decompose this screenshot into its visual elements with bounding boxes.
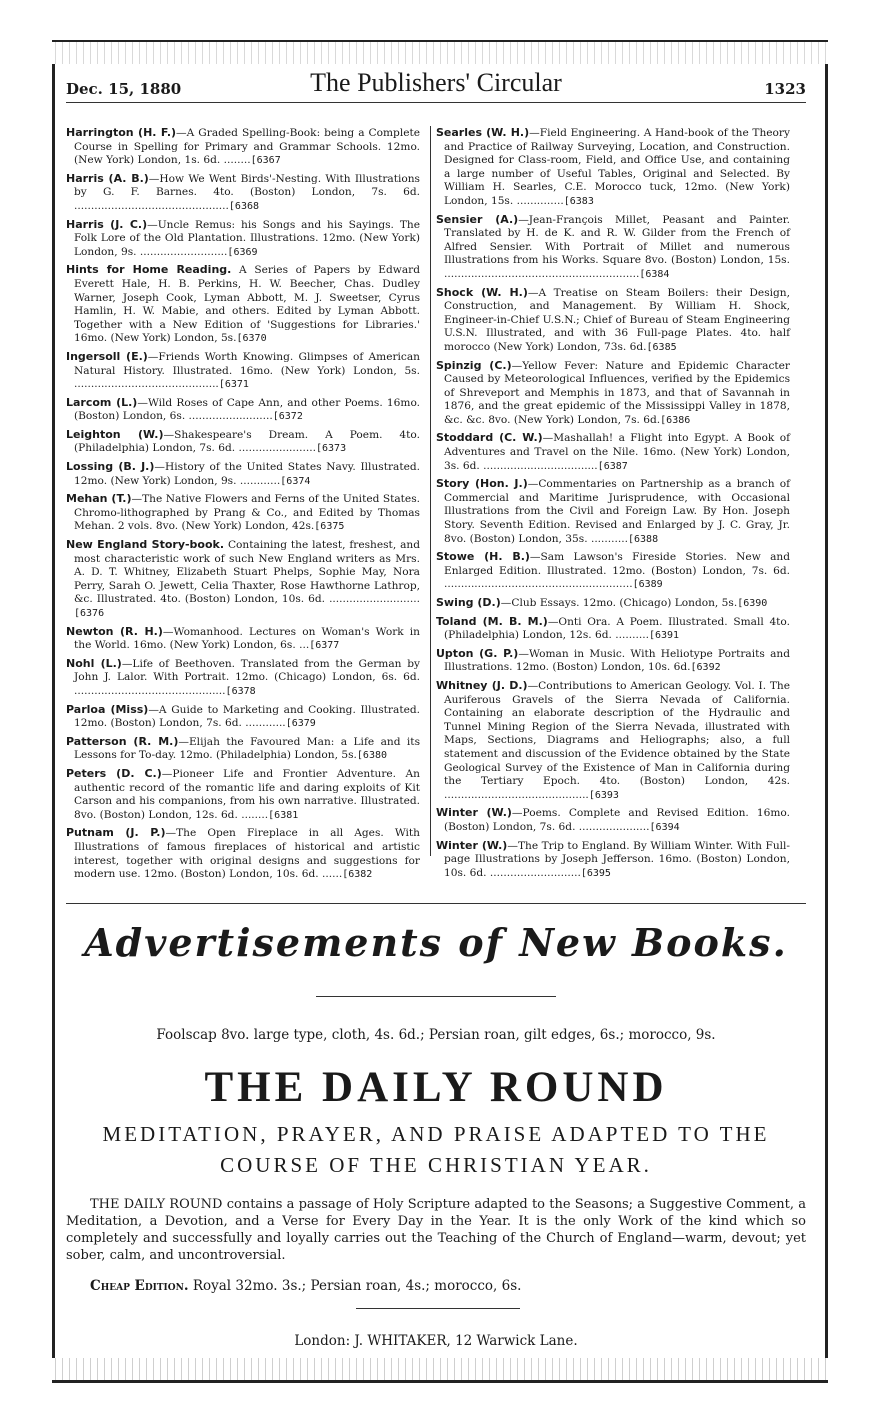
listing-author: Story (Hon. J.) xyxy=(436,477,528,491)
listing-author: Lossing (B. J.) xyxy=(66,460,155,474)
listing-entry xyxy=(436,679,790,802)
listing-author: Winter (W.) xyxy=(436,838,508,852)
listing-author: Stowe (H. B.) xyxy=(436,550,530,564)
listing-entry xyxy=(436,213,790,282)
listing-author: Searles (W. H.) xyxy=(436,126,530,139)
listing-author: Ingersoll (E.) xyxy=(66,349,148,363)
listing-entry xyxy=(436,477,790,546)
listing-author: Patterson (R. M.) xyxy=(66,734,179,748)
listing-description: —Onti Ora. A Poem. Illustrated. Small 4to. (Philadelphia) London, 12s. 6d. .......... xyxy=(444,615,790,642)
book-title: THE DAILY ROUND xyxy=(204,1064,668,1111)
listing-author: Hints for Home Reading. xyxy=(66,263,232,277)
book-subtitle-line2: COURSE OF THE CHRISTIAN YEAR. xyxy=(220,1153,652,1177)
listing-entry xyxy=(436,550,790,592)
listing-description: —Jean-François Millet, Peasant and Painter. Translated by H. de K. and R. W. Gilder from the French of Alfred Sensier. With Portrait of Millet and numerous Illustrations from his Works. Square 8vo. (Boston) London, 15s. .......................................................... xyxy=(444,213,790,280)
right-column-listings xyxy=(436,126,790,884)
listing-author: Toland (M. B. M.) xyxy=(436,614,548,628)
listing-author: Swing (D.) xyxy=(436,596,501,609)
listing-entry xyxy=(436,359,790,428)
listing-description: —The Open Fireplace in all Ages. With Illustrations of famous fireplaces of historical and artistic interest, together with original designs and suggestions for modern use. 12mo. (Boston) London, 10s. 6d. ...... xyxy=(74,827,420,881)
listing-description: —The Native Flowers and Ferns of the United States. Chromo-lithographed by Prang & Co., and Edited by Thomas Mehan. 2 vols. 8vo. (New York) London, 42s. xyxy=(74,493,421,533)
listing-number: [6383 xyxy=(563,195,594,207)
listing-number: [6387 xyxy=(597,460,628,472)
listing-entry xyxy=(66,172,420,214)
column-divider xyxy=(430,126,431,856)
listing-number: [6371 xyxy=(218,379,249,391)
listing-author: Mehan (T.) xyxy=(66,492,132,506)
listing-description: —Uncle Remus: his Songs and his Sayings. The Folk Lore of the Old Plantation. Illustrations. 12mo. (New York) London, 9s. .......................... xyxy=(74,218,420,258)
listing-entry xyxy=(436,431,790,473)
top-border xyxy=(52,40,828,64)
listing-author: Winter (W.) xyxy=(436,806,512,820)
publication-title: The Publishers' Circular xyxy=(310,68,562,97)
listing-author: Newton (R. H.) xyxy=(66,624,163,638)
cheap-edition-line xyxy=(66,1278,806,1294)
listing-description: —Womanhood. Lectures on Woman's Work in the World. 16mo. (New York) London, 6s. ... xyxy=(74,625,420,652)
listing-author: Peters (D. C.) xyxy=(66,766,162,780)
listing-description: A Series of Papers by Edward Everett Hale, H. B. Perkins, H. W. Beecher, Chas. Dudley Warner, Joseph Cook, Lyman Abbott, M. J. Sweetser, Cyrus Hamlin, H. W. Mabie, and others. Edited by Lyman Abbott. Together with a New Edition of 'Suggestions for Libraries.' 16mo. (New York) London, 5s. xyxy=(74,264,421,345)
listing-entry xyxy=(436,839,790,881)
listing-number: [6367 xyxy=(250,155,281,167)
listing-number: [6376 xyxy=(74,608,105,619)
listing-description: —Pioneer Life and Frontier Adventure. An authentic record of the romantic life and daring exploits of Kit Carson and his companions, from his own narrative. Illustrated. 8vo. (Boston) London, 12s. 6d. ........ xyxy=(74,767,420,821)
listing-author: Sensier (A.) xyxy=(436,212,519,226)
listing-number: [6393 xyxy=(588,789,619,801)
publisher-address: London: J. WHITAKER, 12 Warwick Lane. xyxy=(294,1333,578,1349)
listing-description: —Woman in Music. With Heliotype Portraits and Illustrations. 12mo. (Boston) London, 10s. 6d. xyxy=(444,647,790,674)
listing-number: [6388 xyxy=(628,533,659,545)
listing-number: [6375 xyxy=(314,521,345,533)
listing-entry xyxy=(436,615,790,643)
listing-entry xyxy=(66,460,420,488)
listing-description: —Shakespeare's Dream. A Poem. 4to. (Philadelphia) London, 7s. 6d. ....................... xyxy=(74,428,420,455)
listing-entry xyxy=(66,826,420,881)
book-description: THE DAILY ROUND contains a passage of Holy Scripture adapted to the Seasons; a Suggestive Comment, a Meditation, a Devotion, and a Verse for Every Day in the Year. It is the only Work of the kind which so completely and successfully and loyally carries out the Teaching of the Church of England—warm, devout; yet sober, calm, and uncontroversial. xyxy=(66,1197,806,1263)
listing-description: —Yellow Fever: Nature and Epidemic Character Caused by Meteorological Influences, verified by the Epidemics of Shreveport and Memphis in 1873, and that of Savannah in 1876, and the great epidemic of the Mississippi Valley in 1878, &c. &c. 8vo. (New York) London, 7s. 6d. xyxy=(444,359,790,426)
listing-number: [6380 xyxy=(356,750,388,762)
listing-entry xyxy=(436,806,790,834)
listing-number: [6389 xyxy=(632,579,663,591)
listing-entry xyxy=(66,625,420,653)
listing-number: [6369 xyxy=(227,246,258,258)
advertisements-heading: Advertisements of New Books. xyxy=(84,920,788,965)
format-prices-line: Foolscap 8vo. large type, cloth, 4s. 6d.; Persian roan, gilt edges, 6s.; morocco, 9s. xyxy=(156,1027,716,1043)
listing-author: Leighton (W.) xyxy=(66,427,164,441)
listing-description: —Poems. Complete and Revised Edition. 16mo. (Boston) London, 7s. 6d. ..................... xyxy=(444,807,790,833)
listing-author: Whitney (J. D.) xyxy=(436,678,528,692)
listing-author: New England Story-book. xyxy=(66,538,225,552)
listing-author: Spinzig (C.) xyxy=(436,358,512,372)
listing-author: Nohl (L.) xyxy=(66,656,122,670)
page-number: 1323 xyxy=(764,80,806,98)
listing-description: —History of the United States Navy. Illustrated. 12mo. (New York) London, 9s. ............ xyxy=(74,461,421,487)
footer-rule xyxy=(356,1308,520,1309)
listing-author: Parloa (Miss) xyxy=(66,702,149,716)
listing-number: [6385 xyxy=(646,341,677,353)
listing-entry xyxy=(66,350,420,392)
listing-author: Stoddard (C. W.) xyxy=(436,431,543,445)
listing-description: —A Treatise on Steam Boilers: their Design, Construction, and Management. By William H. Shock, Engineer-in-Chief U.S.N.; Chief of Bureau of Steam Engineering U.S.N. Illustrated, and with 36 Full-page Plates. 4to. half morocco (New York) London, 73s. 6d. xyxy=(444,286,790,353)
listing-description: —Commentaries on Partnership as a branch of Commercial and Maritime Jurisprudence, with Occasional Illustrations from the Civil and Foreign Law. By Hon. Joseph Story. Seventh Edition. Revised and Enlarged by J. C. Gray, Jr. 8vo. (Boston) London, 35s. ........... xyxy=(444,478,790,545)
listing-number: [6391 xyxy=(648,630,680,642)
listing-number: [6381 xyxy=(268,809,299,821)
listing-entry xyxy=(66,492,420,534)
listing-number: [6370 xyxy=(236,333,267,345)
listing-entry xyxy=(66,126,420,168)
listing-number: [6373 xyxy=(316,443,347,455)
listing-number: [6374 xyxy=(280,475,311,487)
listing-description: —Sam Lawson's Fireside Stories. New and Enlarged Edition. Illustrated. 12mo. (Boston) London, 7s. 6d. ........................................................ xyxy=(444,551,790,591)
listing-number: [6382 xyxy=(342,869,373,881)
listing-entry xyxy=(66,263,420,346)
listing-entry xyxy=(66,538,420,621)
issue-date: Dec. 15, 1880 xyxy=(66,80,182,98)
listing-description: —A Graded Spelling-Book: being a Complete Course in Spelling for Primary and Grammar Schools. 12mo. (New York) London, 1s. 6d. ........ xyxy=(74,127,421,167)
listing-description: —Friends Worth Knowing. Glimpses of American Natural History. Illustrated. 16mo. (New York) London, 5s. ........................................... xyxy=(74,350,420,391)
listing-author: Shock (W. H.) xyxy=(436,285,528,299)
listing-entry xyxy=(66,396,420,424)
listing-number: [6379 xyxy=(285,718,316,730)
listing-description: —Mashallah! a Flight into Egypt. A Book of Adventures and Travel on the Nile. 16mo. (New York) London, 3s. 6d. .................................. xyxy=(444,432,790,472)
listing-entry xyxy=(66,767,420,822)
listing-author: Upton (G. P.) xyxy=(436,646,519,660)
listing-description: —Life of Beethoven. Translated from the German by John J. Lalor. With Portrait. 12mo. (Chicago) London, 6s. 6d. ............................................. xyxy=(74,657,421,697)
listing-number: [6368 xyxy=(228,200,260,212)
listing-description: —Contributions to American Geology. Vol. I. The Auriferous Gravels of the Sierra Nevada of California. Containing an elaborate description of the Hydraulic and Tunnel Mining Region of the Sierra Nevada, illustrated with Maps, Sections, Diagrams and Heliographs; also, a full statement and discussion of the Evidence obtained by the State Geological Survey of the Existence of Man in California during the Tertiary Epoch. 4to. (Boston) London, 42s. ........................................... xyxy=(444,679,790,801)
listing-description: —Wild Roses of Cape Ann, and other Poems. 16mo. (Boston) London, 6s. ......................... xyxy=(74,396,421,423)
heading-rule xyxy=(316,996,556,997)
listing-author: Harris (A. B.) xyxy=(66,171,149,185)
listing-description: —Club Essays. 12mo. (Chicago) London, 5s. xyxy=(500,597,738,609)
bottom-border xyxy=(52,1358,828,1383)
listing-entry xyxy=(66,703,420,731)
edition-label: Cheap Edition. xyxy=(90,1278,189,1294)
listing-entry xyxy=(66,218,420,260)
listing-entry xyxy=(436,286,790,355)
listing-number: [6384 xyxy=(639,268,670,280)
listing-entry xyxy=(436,126,790,209)
listing-number: [6378 xyxy=(225,685,256,697)
listing-description: Containing the latest, freshest, and most characteristic work of such New England writers as Mrs. A. D. T. Whitney, Elizabeth Stuart Phelps, Sophie May, Nora Perry, Sarah O. Jewett, Celia Thaxter, Rose Hawthorne Lathrop, &c. Illustrated. 4to. (Boston) London, 10s. 6d. ........................... xyxy=(74,539,420,606)
listing-entry xyxy=(66,735,420,763)
listing-description: —Field Engineering. A Hand-book of the Theory and Practice of Railway Surveying, Location, and Construction. Designed for Class-room, Field, and Office Use, and containing a large number of Useful Tables, Original and Selected. By William H. Searles, C.E. Morocco tuck, 12mo. (New York) London, 15s. .............. xyxy=(444,127,790,207)
book-subtitle-line1: MEDITATION, PRAYER, AND PRAISE ADAPTED TO THE xyxy=(102,1122,770,1146)
edition-prices: Royal 32mo. 3s.; Persian roan, 4s.; morocco, 6s. xyxy=(192,1278,522,1294)
listing-entry xyxy=(66,657,420,699)
listing-description: —Elijah the Favoured Man: a Life and its Lessons for To-day. 12mo. (Philadelphia) London, 5s. xyxy=(74,735,421,762)
listing-author: Larcom (L.) xyxy=(66,395,138,409)
listing-author: Putnam (J. P.) xyxy=(66,826,166,840)
listing-author: Harrington (H. F.) xyxy=(66,126,177,139)
listing-number: [6392 xyxy=(690,662,721,674)
page-header xyxy=(66,66,806,103)
section-divider xyxy=(66,903,806,904)
listing-entry xyxy=(436,647,790,675)
listing-description: —The Trip to England. By William Winter. With Full-page Illustrations by Joseph Jefferson. 16mo. (Boston) London, 10s. 6d. ........................... xyxy=(444,839,790,879)
listing-number: [6394 xyxy=(649,821,680,833)
listing-description: —A Guide to Marketing and Cooking. Illustrated. 12mo. (Boston) London, 7s. 6d. ............ xyxy=(74,703,420,730)
listing-entry xyxy=(66,428,420,456)
listing-description: —How We Went Birds'-Nesting. With Illustrations by G. F. Barnes. 4to. (Boston) London, 7s. 6d. .............................................. xyxy=(74,172,420,212)
listing-number: [6377 xyxy=(309,640,340,652)
listing-author: Harris (J. C.) xyxy=(66,217,148,231)
left-column-listings xyxy=(66,126,420,886)
listing-number: [6386 xyxy=(660,414,691,426)
listing-number: [6372 xyxy=(272,411,303,423)
listing-number: [6395 xyxy=(580,867,611,879)
listing-number: [6390 xyxy=(737,598,768,609)
listing-entry xyxy=(436,596,790,611)
